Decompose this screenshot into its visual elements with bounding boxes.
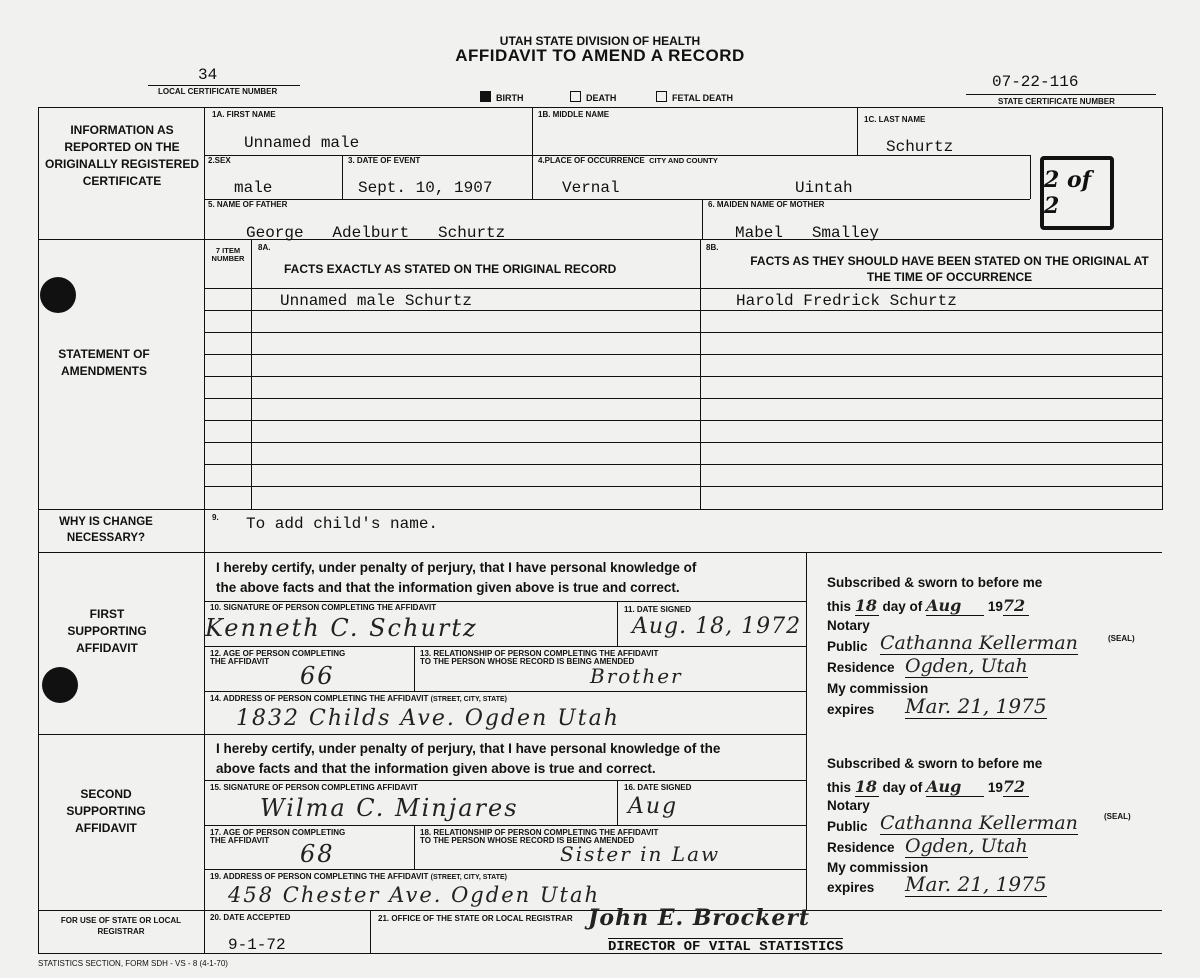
notary2-expires-label: expires [827,880,875,895]
place-label-text: 4.PLACE OF OCCURRENCE [538,156,645,165]
affidavit1-address: 1832 Childs Ave. Ogden Utah [236,706,620,731]
amend-row-original: Unnamed male Schurtz [280,292,473,310]
state-cert-number: 07-22-116 [992,73,1079,91]
local-cert-label: LOCAL CERTIFICATE NUMBER [158,87,278,96]
state-cert-label: STATE CERTIFICATE NUMBER [998,97,1115,106]
affidavit1-date-signed: Aug. 18, 1972 [632,614,802,639]
grid-line [204,486,1162,487]
affidavit2-addr-label [210,873,507,881]
notary2-year-prefix: 19 [987,780,1003,795]
mother-label: 6. MAIDEN NAME OF MOTHER [708,200,825,209]
notary2-expires: Mar. 21, 1975 [905,872,1047,896]
notary2-month: Aug [926,777,984,797]
grid-line [38,734,806,735]
notary1-month: Aug [926,596,984,616]
grid-line [204,332,1162,333]
item-number-label: 7 ITEM NUMBER [211,246,245,263]
notary1-name: Cathanna Kellerman [880,632,1078,654]
grid-line [342,155,343,199]
grid-line [38,239,1162,240]
grid-line [1162,107,1163,510]
date-accepted-label: 20. DATE ACCEPTED [210,913,291,922]
notary1-this: this [827,599,852,614]
affidavit1-section-label: FIRST SUPPORTING AFFIDAVIT [67,607,147,655]
affidavit2-date-label: 16. DATE SIGNED [624,783,692,792]
grid-line [806,552,807,910]
grid-line [204,464,1162,465]
grid-line [38,107,39,953]
grid-line [204,825,806,826]
grid-line [204,107,205,953]
sex-value: male [234,179,273,197]
grid-line [204,288,1162,289]
place-sub-label: CITY AND COUNTY [649,156,718,165]
col-a-header: FACTS EXACTLY AS STATED ON THE ORIGINAL RECORD [284,262,617,276]
city-value: Vernal [562,179,620,197]
first-name-value: Unnamed male [244,134,360,152]
last-name-label: 1C. LAST NAME [864,115,926,124]
notary1-expires: Mar. 21, 1975 [905,694,1047,718]
grid-line [38,552,1162,553]
punch-hole [40,277,76,313]
grid-line [532,107,533,199]
notary2-public-label: Public [827,819,868,834]
affidavit1-sig-label: 10. SIGNATURE OF PERSON COMPLETING THE AFFIDAVIT [210,603,437,612]
middle-name-label: 1B. MIDDLE NAME [538,110,610,119]
affidavit2-rel-label: 18. RELATIONSHIP OF PERSON COMPLETING THE AFFIDAVIT TO THE PERSON WHOSE RECORD IS BEING AMENDED [420,828,659,846]
notary2-seal: (SEAL) [1104,812,1131,821]
affidavit1-relationship: Brother [590,664,683,688]
affidavit2-signature: Wilma C. Minjares [260,794,519,822]
notary2-residence: Ogden, Utah [905,835,1028,857]
grid-line [204,869,806,870]
punch-hole [42,667,78,703]
affidavit1-addr-label [210,695,507,703]
grid-line [38,509,1162,510]
checkbox-death[interactable] [570,91,581,102]
checkbox-birth[interactable] [480,91,491,102]
notary2-day-of: day of [882,780,923,795]
grid-line [204,601,806,602]
notary2-year: 72 [1003,777,1029,797]
affidavit1-rel-label: 13. RELATIONSHIP OF PERSON COMPLETING THE AFFIDAVIT TO THE PERSON WHOSE RECORD IS BEING AMENDED [420,649,659,667]
col-b-num: 8B. [706,243,719,252]
date-accepted-value: 9-1-72 [228,936,286,954]
affidavit2-age: 68 [300,840,335,868]
reason-label: WHY IS CHANGE NECESSARY? [59,516,153,544]
sex-label: 2.SEX [208,156,231,165]
footer-form-id: STATISTICS SECTION, FORM SDH - VS - 8 (4-1-70) [38,959,228,968]
county-value: Uintah [795,179,853,197]
affidavit1-signature: Kenneth C. Schurtz [205,614,478,642]
affidavit2-sig-label: 15. SIGNATURE OF PERSON COMPLETING AFFIDAVIT [210,783,418,792]
notary1-date-line [827,596,1029,616]
affidavit1-age: 66 [300,662,335,690]
grid-line [617,601,618,646]
last-name-value: Schurtz [886,138,954,156]
affidavit1-addr-label-text: 14. ADDRESS OF PERSON COMPLETING THE AFFIDAVIT [210,694,429,703]
grid-line [204,354,1162,355]
notary2-sworn: Subscribed & sworn to before me [827,756,1043,771]
affidavit2-date-signed: Aug [628,794,679,819]
notary1-seal: (SEAL) [1108,634,1135,643]
state-cert-line [966,94,1156,95]
amendments-section-label: STATEMENT OF AMENDMENTS [58,347,150,378]
notary1-sworn: Subscribed & sworn to before me [827,575,1043,590]
affidavit1-date-label: 11. DATE SIGNED [624,605,691,614]
registrar-use-label: FOR USE OF STATE OR LOCAL REGISTRAR [60,916,182,936]
notary1-year-prefix: 19 [987,599,1003,614]
grid-line [204,420,1162,421]
grid-line [204,442,1162,443]
grid-line [251,239,252,509]
reason-num: 9. [212,513,219,522]
affidavit1-addr-sub: (STREET, CITY, STATE) [430,696,507,703]
notary2-residence-label: Residence [827,840,895,855]
grid-line [204,691,806,692]
notary2-day: 18 [854,777,878,796]
col-a-num: 8A. [258,243,271,252]
page-stamp [1040,156,1114,230]
affidavit2-address: 458 Chester Ave. Ogden Utah [228,883,601,907]
form-title: AFFIDAVIT TO AMEND A RECORD [455,46,745,65]
original-section-label: INFORMATION AS REPORTED ON THE ORIGINALLY REGISTERED CERTIFICATE [44,123,200,188]
col-b-header: FACTS AS THEY SHOULD HAVE BEEN STATED ON THE ORIGINAL AT THE TIME OF OCCURRENCE [750,254,1149,284]
record-type-birth-label: BIRTH [496,93,524,103]
local-cert-line [148,85,300,86]
first-name-label: 1A. FIRST NAME [212,110,276,119]
affidavit2-certify: I hereby certify, under penalty of perjury, that I have personal knowledge of the above facts and that the information given above is true and correct. [216,741,721,776]
grid-line [857,107,858,155]
reason-text: To add child's name. [246,515,439,533]
affidavit2-age-label: 17. AGE OF PERSON COMPLETING THE AFFIDAVIT [210,828,346,846]
notary1-year: 72 [1003,596,1029,616]
director-title: DIRECTOR OF VITAL STATISTICS [608,939,844,955]
notary1-day: 18 [854,596,878,615]
grid-line [617,780,618,825]
grid-line [204,199,1030,200]
grid-line [204,780,806,781]
grid-line [370,910,371,953]
notary1-expires-label: expires [827,702,875,717]
notary2-notary-label: Notary [827,798,870,813]
record-type-death-label: DEATH [586,93,617,103]
affidavit1-certify: I hereby certify, under penalty of perjury, that I have personal knowledge of the above facts and that the information given above is true and correct. [216,560,697,595]
grid-line [414,825,415,869]
affidavit2-section-label: SECOND SUPPORTING AFFIDAVIT [66,787,146,835]
notary2-date-line [827,777,1029,797]
local-cert-number: 34 [198,66,218,84]
notary1-public-label: Public [827,639,868,654]
father-label: 5. NAME OF FATHER [208,200,288,209]
affidavit1-age-label: 12. AGE OF PERSON COMPLETING THE AFFIDAVIT [210,649,346,667]
registrar-office-label: 21. OFFICE OF THE STATE OR LOCAL REGISTRAR [378,914,573,923]
record-type-birth[interactable] [480,91,524,103]
agency-name: UTAH STATE DIVISION OF HEALTH [499,34,701,48]
grid-line [204,646,806,647]
notary2-name: Cathanna Kellerman [880,812,1078,834]
place-label [538,157,718,165]
amend-row-corrected: Harold Fredrick Schurtz [736,292,957,310]
grid-line [204,310,1162,311]
checkbox-fetal-death[interactable] [656,91,667,102]
mother-value: Mabel Smalley [735,224,880,242]
record-type-fetal-death[interactable] [656,91,733,103]
notary1-notary-label: Notary [827,618,870,633]
affidavit2-relationship: Sister in Law [560,842,721,866]
date-of-event-value: Sept. 10, 1907 [358,179,493,197]
grid-line [38,107,1162,108]
notary1-day-of: day of [882,599,923,614]
notary2-commission-label: My commission [827,860,929,875]
affidavit2-addr-label-text: 19. ADDRESS OF PERSON COMPLETING THE AFFIDAVIT [210,872,429,881]
grid-line [702,199,703,239]
grid-line [700,239,701,509]
grid-line [414,646,415,691]
grid-line [204,376,1162,377]
grid-line [204,398,1162,399]
notary2-this: this [827,780,852,795]
footer-line [38,953,1162,954]
record-type-death[interactable] [570,91,616,103]
affidavit2-addr-sub: (STREET, CITY, STATE) [430,874,507,881]
grid-line [1030,155,1031,199]
father-value: George Adelburt Schurtz [246,224,506,242]
notary1-residence: Ogden, Utah [905,655,1028,677]
date-of-event-label: 3. DATE OF EVENT [348,156,421,165]
notary1-commission-label: My commission [827,681,929,696]
notary1-residence-label: Residence [827,660,895,675]
page-stamp-text: 2 of 2 [1044,167,1092,219]
record-type-fetal-death-label: FETAL DEATH [672,93,733,103]
registrar-signature: John E. Brockert [588,905,811,931]
